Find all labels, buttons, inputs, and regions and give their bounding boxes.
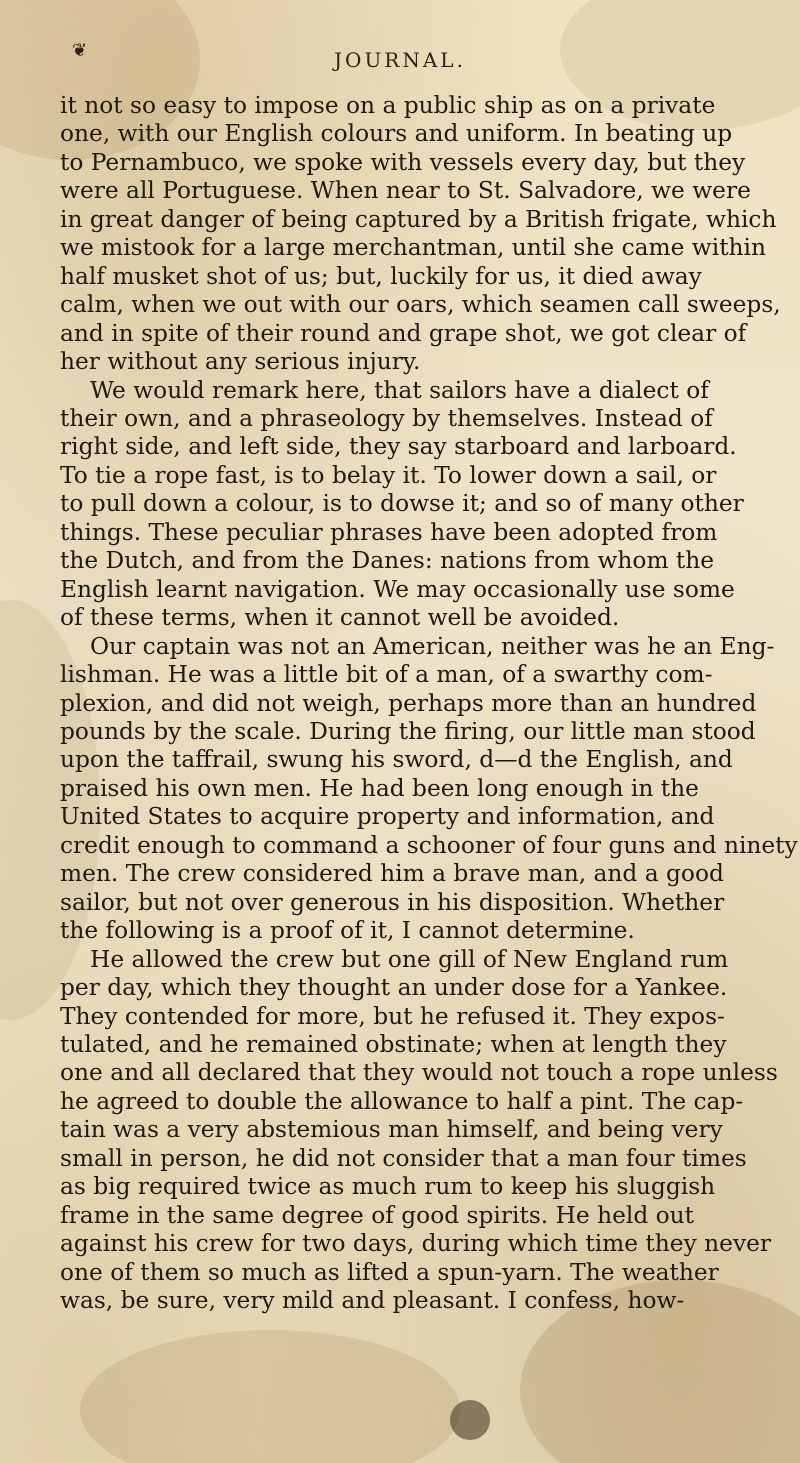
text-line: as big required twice as much rum to keep his sluggish: [60, 1173, 716, 1201]
text-line: to Pernambuco, we spoke with vessels every day, but they: [60, 148, 746, 176]
text-line: upon the taffrail, swung his sword, d—d the English, and: [60, 746, 733, 774]
text-line: We would remark here, that sailors have a dialect of: [90, 376, 709, 404]
text-line: in great danger of being captured by a British frigate, which: [60, 205, 777, 233]
paragraph: [60, 945, 778, 1316]
text-line: pounds by the scale. During the firing, our little man stood: [60, 717, 756, 745]
page-ornament: ❦: [72, 40, 88, 61]
text-line: He allowed the crew but one gill of New England rum: [90, 945, 729, 973]
text-line: To tie a rope fast, is to belay it. To lower down a sail, or: [60, 461, 717, 489]
text-line: English learnt navigation. We may occasionally use some: [60, 575, 735, 603]
text-line: her without any serious injury.: [60, 348, 421, 376]
text-line: United States to acquire property and information, and: [60, 803, 715, 831]
paragraph: [60, 377, 760, 633]
text-line: were all Portuguese. When near to St. Salvadore, we were: [60, 177, 751, 205]
text-line: tain was a very abstemious man himself, and being very: [60, 1116, 723, 1144]
text-line: against his crew for two days, during which time they never: [60, 1230, 772, 1258]
text-line: one, with our English colours and uniform. In beating up: [60, 120, 733, 148]
text-line: one of them so much as lifted a spun-yarn. The weather: [60, 1258, 719, 1286]
text-line: was, be sure, very mild and pleasant. I confess, how-: [60, 1287, 685, 1315]
paragraph: [60, 632, 798, 946]
text-line: frame in the same degree of good spirits. He held out: [60, 1201, 695, 1229]
text-line: it not so easy to impose on a public ship as on a private: [60, 92, 716, 119]
text-line: the Dutch, and from the Danes: nations from whom the: [60, 547, 715, 575]
text-line: the following is a proof of it, I cannot determine.: [60, 917, 635, 945]
text-line: their own, and a phraseology by themselves. Instead of: [60, 404, 713, 432]
text-line: half musket shot of us; but, luckily for us, it died away: [60, 262, 702, 290]
text-line: small in person, he did not consider that a man four times: [60, 1144, 747, 1172]
text-line: men. The crew considered him a brave man, and a good: [60, 860, 724, 888]
text-line: of these terms, when it cannot well be avoided.: [60, 604, 620, 632]
text-line: we mistook for a large merchantman, until she came within: [60, 234, 767, 262]
text-line: he agreed to double the allowance to half a pint. The cap-: [60, 1087, 744, 1115]
body-text: [60, 92, 798, 1315]
text-line: to pull down a colour, is to dowse it; and so of many other: [60, 490, 744, 518]
text-line: right side, and left side, they say starboard and larboard.: [60, 433, 737, 461]
text-line: calm, when we out with our oars, which seamen call sweeps,: [60, 291, 781, 319]
text-line: Our captain was not an American, neither was he an Eng-: [90, 632, 775, 660]
text-line: things. These peculiar phrases have been adopted from: [60, 518, 718, 546]
text-line: tulated, and he remained obstinate; when at length they: [60, 1030, 727, 1058]
text-line: praised his own men. He had been long enough in the: [60, 774, 699, 802]
paragraph: [60, 92, 781, 377]
text-line: one and all declared that they would not touch a rope unless: [60, 1059, 778, 1087]
text-line: credit enough to command a schooner of four guns and ninety: [60, 831, 798, 859]
text-line: per day, which they thought an under dose for a Yankee.: [60, 974, 728, 1002]
running-header: JOURNAL.: [334, 48, 466, 72]
text-line: They contended for more, but he refused it. They expos-: [60, 1002, 725, 1030]
text-line: lishman. He was a little bit of a man, of a swarthy com-: [60, 661, 713, 689]
text-line: sailor, but not over generous in his disposition. Whether: [60, 888, 725, 916]
text-line: and in spite of their round and grape shot, we got clear of: [60, 319, 747, 347]
text-line: plexion, and did not weigh, perhaps more than an hundred: [60, 689, 757, 717]
